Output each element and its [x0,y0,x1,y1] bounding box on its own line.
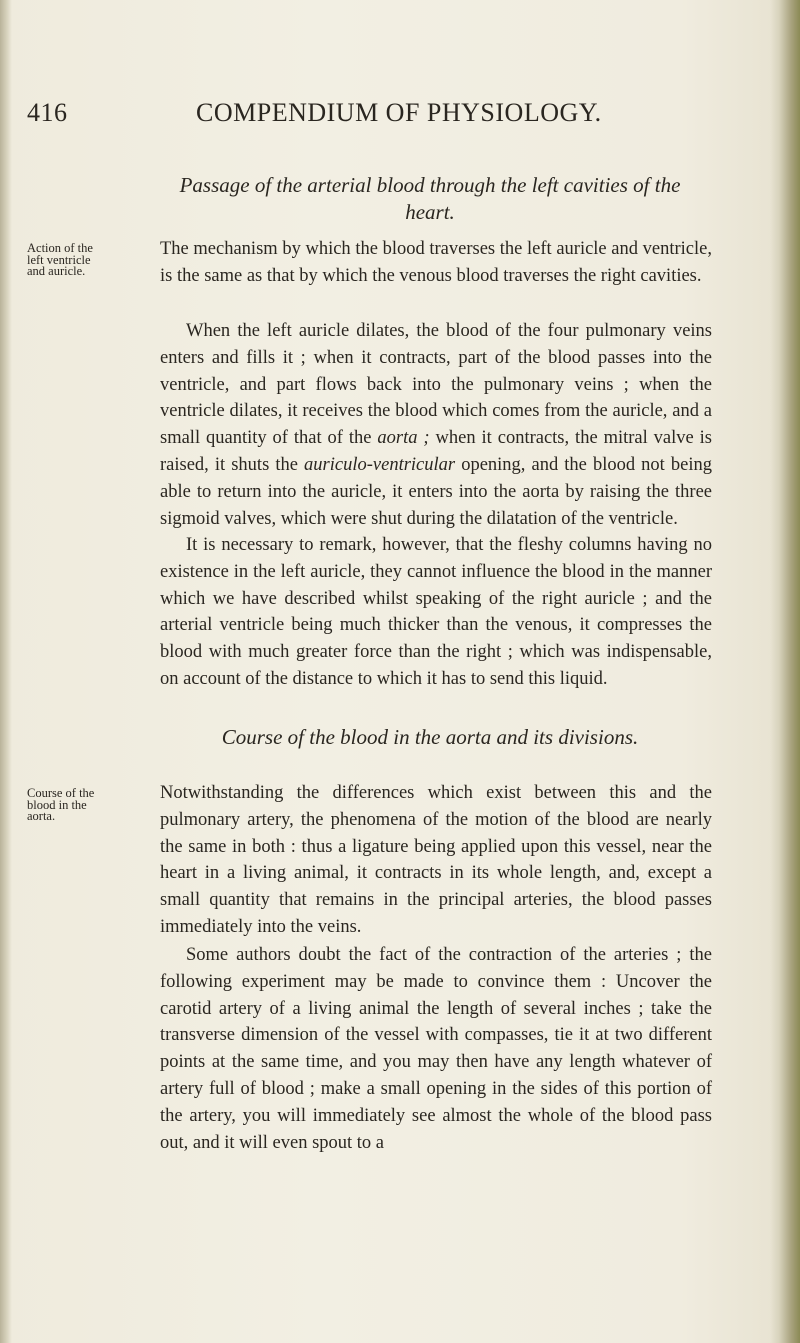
margin-note-course-blood-aorta [27,788,99,823]
section-title-line: heart. [405,200,455,224]
page-number: 416 [27,98,68,127]
margin-note-line: aorta. [27,809,56,823]
page-header [0,98,800,138]
page-fore-edge [770,0,800,1343]
paragraph-text: When the left auricle dilates, the blood of the four pulmonary veins enters and fills it ; when it contracts, part of the blood passes into the ventricle, and part flows back into the pulmonary veins ; when the ventricle dilates, it receives the blood which comes from the auricle, and a small quantity of that of the [160,321,712,449]
paragraph [160,318,712,532]
margin-note-line: Action of the [27,241,93,255]
margin-note-line: and auricle. [27,264,86,278]
section-title-line: Course of the blood in the aorta and its divisions. [221,725,639,749]
section-title-aorta [150,724,710,751]
paragraph-italic: auriculo-ventricular [304,454,456,475]
paragraph: Notwithstanding the differences which exist between this and the pulmonary artery, the phenomena of the motion of the blood are nearly the same in both : thus a ligature being applied upon this vessel, near the heart in a living animal, it contracts in its whole length, and, except a small quantity that remains in the principal arteries, the blood passes immediately into the veins. [160,783,712,937]
margin-note-line: left ventricle [27,252,91,267]
margin-note-action-left-ventricle [27,243,99,278]
margin-note-line: blood in the [27,797,87,812]
margin-note-line: Course of the [27,786,95,800]
page-binding-edge [0,0,12,1343]
paragraph: Some authors doubt the fact of the contraction of the arteries ; the following experiment may be made to convince them : Uncover the carotid artery of a living animal the length of several inches ; take the transverse dimension of the vessel with compasses, tie it at two different points at the same time, and you may then have any length whatever of artery full of blood ; make a small opening in the sides of this portion of the artery, you will immediately see almost the whole of the blood pass out, and it will even spout to a [160,945,712,1153]
paragraph-text: opening, and the blood not being able to return into the auricle, it enters into the aorta by raising the three sigmoid valves, which were shut during the dilatation of the ventricle. [160,454,713,529]
section-title-line: Passage of the arterial blood through the left cavities of the [179,173,681,197]
running-title: COMPENDIUM OF PHYSIOLOGY. [196,98,602,127]
paragraph-italic: aorta ; [377,428,430,449]
paragraph: The mechanism by which the blood traverses the left auricle and ventricle, is the same as that by which the venous blood traverses the right cavities. [160,239,712,286]
paragraph: It is necessary to remark, however, that the fleshy columns having no existence in the left auricle, they cannot influence the blood in the manner which we have described whilst speaking of the right auricle ; and the arterial ventricle being much thicker than the venous, it compresses the blood with much greater force than the right ; which was indispensable, on account of the distance to which it has to send this liquid. [160,535,712,689]
section-title-left-cavities [150,172,710,226]
paragraph-text: when it contracts, the mitral valve is raised, it shuts the [160,428,713,475]
